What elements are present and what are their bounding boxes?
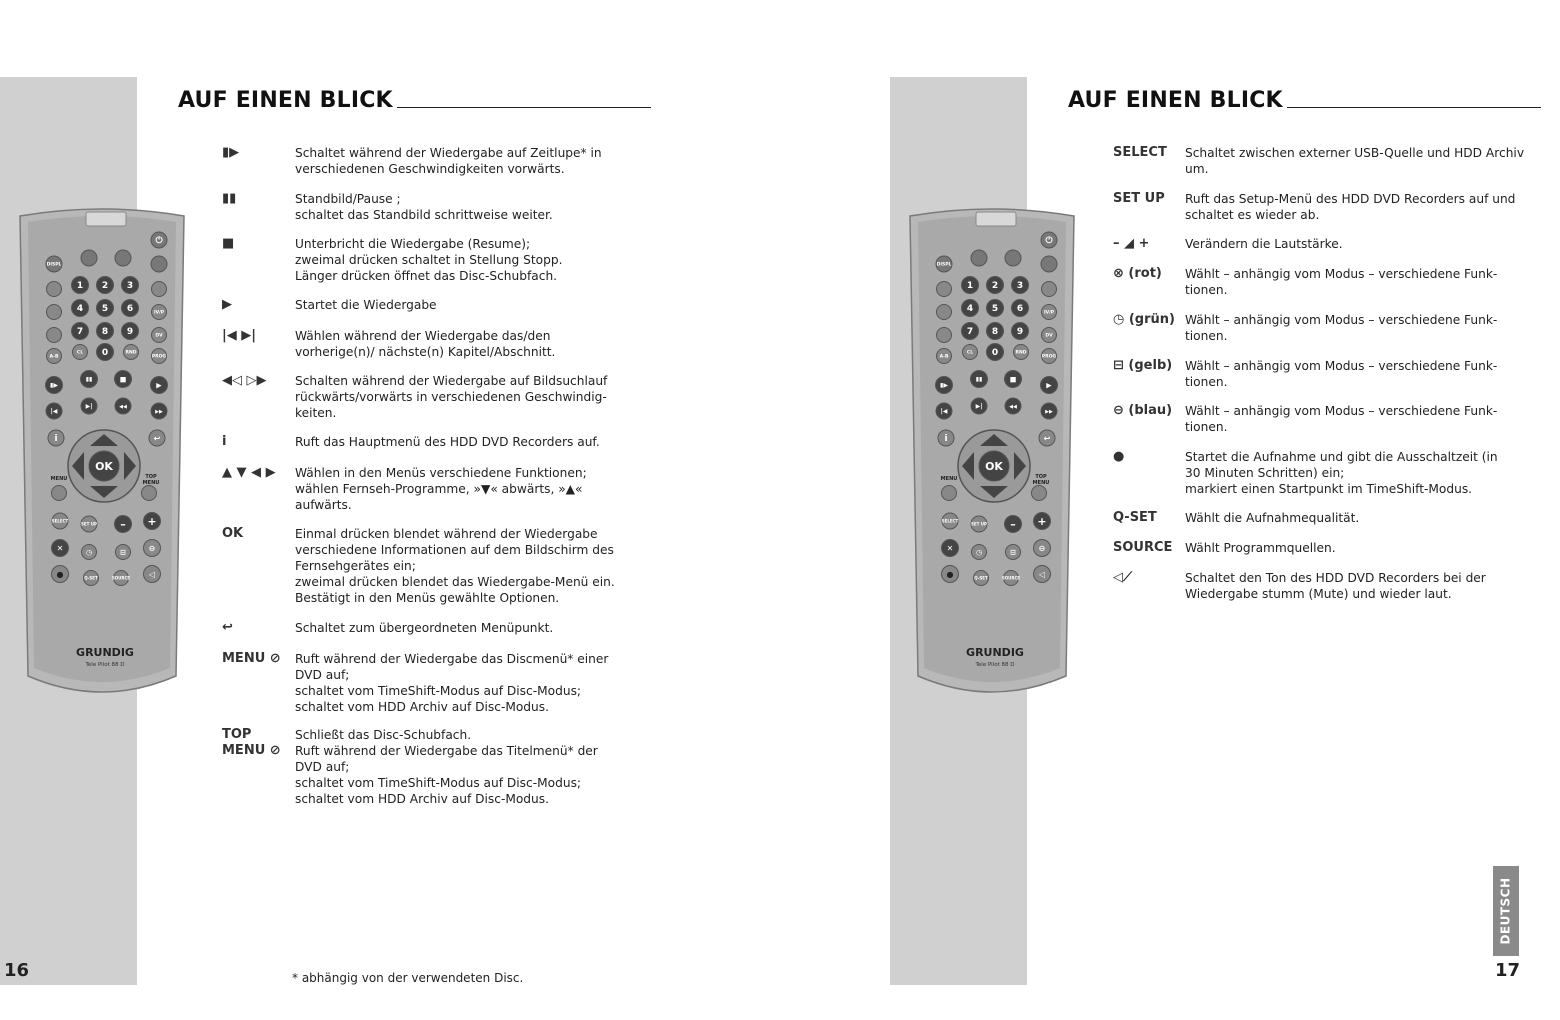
- function-description: [1185, 540, 1336, 556]
- remote-button-label: CL: [76, 350, 84, 356]
- function-description: [1185, 312, 1497, 344]
- footnote: * abhängig von der verwendeten Disc.: [292, 971, 524, 985]
- function-key-label: SELECT: [1113, 145, 1167, 160]
- description-line: Länger drücken öffnet das Disc-Schubfach.: [295, 269, 558, 283]
- remote-button-label: 3: [1016, 281, 1024, 292]
- remote-button-label: OK: [95, 459, 113, 473]
- remote-button-label: PROG: [151, 354, 167, 360]
- description-line: Schaltet den Ton des HDD DVD Recorders bei der: [1185, 571, 1486, 585]
- page-number-right: 17: [1495, 960, 1521, 981]
- description-line: Verändern die Lautstärke.: [1185, 237, 1343, 251]
- remote-button: [1032, 486, 1047, 501]
- description-line: Standbild/Pause ;: [295, 192, 401, 206]
- remote-button: [937, 282, 952, 297]
- function-key-label: MENU ⊘: [222, 743, 281, 758]
- description-line: um.: [1185, 162, 1209, 176]
- description-line: Ruft das Hauptmenü des HDD DVD Recorders auf.: [295, 435, 600, 449]
- function-description: [295, 465, 587, 513]
- function-row: [222, 434, 600, 450]
- description-line: rückwärts/vorwärts in verschiedenen Geschwindig-: [295, 390, 607, 404]
- description-line: schaltet vom TimeShift-Modus auf Disc-Modus;: [295, 776, 582, 790]
- remote-button: [1042, 282, 1057, 297]
- description-line: Wählen in den Menüs verschiedene Funktionen;: [295, 466, 587, 480]
- page-heading-right: AUF EINEN BLICK: [1068, 88, 1541, 113]
- remote-button-label: 8: [101, 327, 109, 338]
- remote-button-label: DISPL: [46, 262, 62, 268]
- function-key-label: SET UP: [1113, 191, 1165, 206]
- remote-button-label: 8: [991, 327, 999, 338]
- remote-button-label: ⏻: [1045, 236, 1053, 247]
- remote-button: [152, 282, 167, 297]
- remote-button-label: SOURCE: [111, 575, 131, 581]
- description-line: Wählt Programmquellen.: [1185, 541, 1336, 555]
- function-row: [222, 145, 602, 177]
- description-line: tionen.: [1185, 283, 1228, 297]
- remote-button-label: PROG: [1041, 354, 1057, 360]
- function-row: [222, 373, 607, 421]
- remote-button-label: ■: [1009, 375, 1017, 384]
- remote-button: [47, 328, 62, 343]
- remote-button-label: ✕: [946, 543, 954, 553]
- function-key-label: – ◢ +: [1113, 236, 1150, 251]
- function-row: [222, 328, 555, 360]
- function-description: [1185, 358, 1497, 390]
- description-line: Einmal drücken blendet während der Wiedergabe: [295, 527, 598, 541]
- model-name: Tele Pilot 88 D: [85, 662, 125, 668]
- function-key-label: ▮▮: [222, 191, 237, 206]
- function-row: [1113, 236, 1343, 252]
- remote-button-label: ⊖: [1038, 543, 1046, 553]
- function-description: [295, 373, 607, 421]
- remote-button-label: SET UP: [971, 521, 987, 527]
- function-row: [222, 236, 562, 284]
- remote-button-label: |◀: [50, 408, 58, 416]
- function-key-label: ●: [1113, 449, 1125, 464]
- remote-button-label: Q-SET: [84, 575, 98, 581]
- function-description: [295, 743, 598, 807]
- remote-button: [81, 250, 97, 266]
- description-line: Unterbricht die Wiedergabe (Resume);: [295, 237, 531, 251]
- function-row: [1113, 570, 1486, 602]
- function-key-label: ■: [222, 236, 235, 251]
- description-line: Schaltet zum übergeordneten Menüpunkt.: [295, 621, 554, 635]
- description-line: Schließt das Disc-Schubfach.: [295, 728, 472, 742]
- description-line: DVD auf;: [295, 668, 350, 682]
- remote-button-label: ⊟: [120, 548, 126, 557]
- remote-button-label: ●: [946, 569, 954, 579]
- remote-button-label: CL: [966, 350, 974, 356]
- remote-button: [1041, 256, 1057, 272]
- description-line: keiten.: [295, 406, 337, 420]
- remote-button-label: 7: [966, 327, 974, 338]
- menu-label: MENU: [940, 476, 958, 482]
- remote-button-label: –: [1010, 517, 1016, 531]
- function-key-label: ⊖ (blau): [1113, 403, 1173, 418]
- remote-button: [942, 486, 957, 501]
- remote-button-label: ⊟: [1010, 548, 1016, 557]
- function-key-label: SOURCE: [1113, 540, 1173, 555]
- remote-button-label: ▮▶: [50, 382, 58, 390]
- function-description: [1185, 570, 1486, 602]
- menu-label: MENU: [50, 476, 68, 482]
- remote-button-label: SELECT: [51, 518, 69, 524]
- remote-button-label: +: [1037, 514, 1047, 528]
- function-key-label: ↩: [222, 620, 233, 635]
- language-tab: DEUTSCH: [1493, 866, 1519, 956]
- description-line: Schaltet während der Wiedergabe auf Zeitlupe* in: [295, 146, 602, 160]
- description-line: DVD auf;: [295, 760, 350, 774]
- function-row: [1113, 191, 1515, 223]
- remote-button-label: ▶: [156, 381, 162, 390]
- function-description: [1185, 449, 1498, 497]
- description-line: Wählt – anhängig vom Modus – verschiedene Funk-: [1185, 313, 1498, 327]
- remote-button-label: +: [147, 514, 157, 528]
- remote-button-label: 4: [966, 304, 974, 315]
- function-row: [1113, 510, 1359, 526]
- function-key-label: ▶: [222, 297, 232, 312]
- function-row: [222, 297, 437, 313]
- description-line: verschiedene Informationen auf dem Bildschirm des: [295, 543, 614, 557]
- description-line: Ruft während der Wiedergabe das Titelmenü* der: [295, 744, 598, 758]
- description-line: wählen Fernseh-Programme, »▼« abwärts, »▲«: [295, 482, 583, 496]
- remote-button-label: ◷: [85, 548, 93, 557]
- function-description: [295, 727, 471, 743]
- function-description: [295, 526, 615, 606]
- remote-button-label: SOURCE: [1001, 575, 1021, 581]
- function-description: [295, 236, 562, 284]
- remote-button-label: 2: [991, 281, 999, 292]
- function-description: [1185, 145, 1524, 177]
- remote-button-label: ◷: [975, 548, 983, 557]
- remote-button-label: ▮▮: [85, 376, 93, 384]
- remote-button-label: 0: [101, 348, 109, 359]
- function-key-label: ⊟ (gelb): [1113, 358, 1173, 373]
- remote-button: [47, 305, 62, 320]
- function-row: [222, 526, 615, 606]
- remote-button-label: ⏻: [155, 236, 163, 247]
- function-row: [222, 743, 598, 807]
- remote-control-image: [14, 208, 190, 698]
- function-row: [222, 651, 608, 715]
- description-line: 30 Minuten Schritten) ein;: [1185, 466, 1345, 480]
- remote-button-label: DV: [1045, 333, 1053, 339]
- remote-button-label: ▶|: [85, 403, 93, 411]
- function-key-label: ◁⟋: [1113, 570, 1133, 585]
- function-description: [1185, 403, 1497, 435]
- description-line: schaltet vom HDD Archiv auf Disc-Modus.: [295, 792, 549, 806]
- function-description: [1185, 191, 1515, 223]
- remote-button-label: ▮▮: [975, 376, 983, 384]
- description-line: Ruft das Setup-Menü des HDD DVD Recorders auf und: [1185, 192, 1516, 206]
- description-line: Ruft während der Wiedergabe das Discmenü* einer: [295, 652, 609, 666]
- remote-button-label: |◀: [940, 408, 948, 416]
- remote-button-label: IV/P: [1043, 310, 1055, 316]
- description-line: markiert einen Startpunkt im TimeShift-Modus.: [1185, 482, 1473, 496]
- page-number-left: 16: [4, 960, 30, 981]
- function-key-label: ◀◁ ▷▶: [222, 373, 267, 388]
- function-row: [222, 620, 553, 636]
- description-line: zweimal drücken blendet das Wiedergabe-Menü ein.: [295, 575, 615, 589]
- function-description: [1185, 236, 1343, 252]
- function-key-label: OK: [222, 526, 244, 541]
- remote-button-label: DV: [155, 333, 163, 339]
- remote-button-label: Q-SET: [974, 575, 988, 581]
- remote-button: [971, 250, 987, 266]
- function-key-label: ▲ ▼ ◀ ▶: [222, 465, 276, 480]
- description-line: schaltet das Standbild schrittweise weiter.: [295, 208, 553, 222]
- remote-button-label: ◀◀: [1009, 403, 1017, 410]
- remote-button-label: RND: [1015, 350, 1027, 356]
- remote-button-label: ▮▶: [940, 382, 948, 390]
- top-menu-label: MENU: [1032, 480, 1050, 486]
- remote-button-label: 9: [126, 327, 134, 338]
- function-list-right: [1113, 145, 1525, 615]
- description-line: Bestätigt in den Menüs gewählte Optionen.: [295, 591, 560, 605]
- remote-button-label: ■: [119, 375, 127, 384]
- function-description: [1185, 510, 1359, 526]
- function-key-label: TOP: [222, 727, 252, 742]
- ir-window: [86, 212, 126, 226]
- function-key-label: |◀ ▶|: [222, 328, 257, 343]
- description-line: Wählt – anhängig vom Modus – verschiedene Funk-: [1185, 267, 1498, 281]
- function-description: [295, 328, 555, 360]
- description-line: Startet die Aufnahme und gibt die Ausschaltzeit (in: [1185, 450, 1498, 464]
- top-menu-label: MENU: [142, 480, 160, 486]
- function-row: [1113, 403, 1497, 435]
- description-line: tionen.: [1185, 420, 1228, 434]
- description-line: verschiedenen Geschwindigkeiten vorwärts.: [295, 162, 565, 176]
- remote-button: [52, 486, 67, 501]
- description-line: tionen.: [1185, 375, 1228, 389]
- description-line: Wählt – anhängig vom Modus – verschiedene Funk-: [1185, 359, 1498, 373]
- remote-control-image: [904, 208, 1080, 698]
- description-line: Wählt – anhängig vom Modus – verschiedene Funk-: [1185, 404, 1498, 418]
- description-line: Wählt die Aufnahmequalität.: [1185, 511, 1360, 525]
- remote-button-label: 7: [76, 327, 84, 338]
- function-key-label: ▮▶: [222, 145, 240, 160]
- function-description: [295, 434, 600, 450]
- function-key-label: i: [222, 434, 227, 449]
- function-row: [1113, 145, 1524, 177]
- function-description: [295, 145, 602, 177]
- remote-button-label: IV/P: [153, 310, 165, 316]
- remote-button-label: 0: [991, 348, 999, 359]
- description-line: aufwärts.: [295, 498, 352, 512]
- function-description: [1185, 266, 1497, 298]
- function-description: [295, 651, 608, 715]
- remote-button-label: A-B: [939, 354, 949, 360]
- remote-button: [115, 250, 131, 266]
- remote-button: [1005, 250, 1021, 266]
- remote-button-label: –: [120, 517, 126, 531]
- page-heading-left: AUF EINEN BLICK: [178, 88, 651, 113]
- ir-window: [976, 212, 1016, 226]
- function-description: [295, 191, 553, 223]
- description-line: zweimal drücken schaltet in Stellung Stopp.: [295, 253, 563, 267]
- remote-button-label: 2: [101, 281, 109, 292]
- function-row: [1113, 449, 1498, 497]
- remote-button-label: ↩: [153, 433, 161, 443]
- function-list-left: [222, 145, 615, 825]
- remote-button-label: ◀◀: [119, 403, 127, 410]
- remote-button-label: 1: [966, 281, 974, 292]
- description-line: Startet die Wiedergabe: [295, 298, 437, 312]
- remote-button-label: OK: [985, 459, 1003, 473]
- description-line: Schaltet zwischen externer USB-Quelle und HDD Archiv: [1185, 146, 1525, 160]
- remote-button-label: 1: [76, 281, 84, 292]
- remote-button-label: ▶: [1046, 381, 1052, 390]
- remote-button-label: 3: [126, 281, 134, 292]
- remote-button-label: ●: [56, 569, 64, 579]
- function-description: [295, 297, 437, 313]
- remote-button-label: ▶|: [975, 403, 983, 411]
- function-row: [1113, 358, 1497, 390]
- top-menu-label: TOP: [1035, 474, 1047, 480]
- function-row: [1113, 540, 1336, 556]
- description-line: tionen.: [1185, 329, 1228, 343]
- remote-button-label: ▶▶: [155, 408, 163, 415]
- description-line: Wählen während der Wiedergabe das/den: [295, 329, 551, 343]
- description-line: Schalten während der Wiedergabe auf Bildsuchlauf: [295, 374, 608, 388]
- function-row: [222, 727, 471, 743]
- remote-button-label: SET UP: [81, 521, 97, 527]
- top-menu-label: TOP: [145, 474, 157, 480]
- function-key-label: ⊗ (rot): [1113, 266, 1162, 281]
- remote-button-label: ◁: [148, 569, 156, 579]
- function-key-label: Q-SET: [1113, 510, 1157, 525]
- remote-button: [151, 256, 167, 272]
- function-description: [295, 620, 553, 636]
- remote-button: [937, 305, 952, 320]
- remote-button: [47, 282, 62, 297]
- function-row: [1113, 266, 1497, 298]
- brand-logo: GRUNDIG: [76, 646, 134, 659]
- remote-button-label: ◁: [1038, 569, 1046, 579]
- function-key-label: ◷ (grün): [1113, 312, 1175, 327]
- description-line: Wiedergabe stumm (Mute) und wieder laut.: [1185, 587, 1452, 601]
- remote-button: [142, 486, 157, 501]
- remote-button-label: RND: [125, 350, 137, 356]
- remote-button-label: 6: [1016, 304, 1024, 315]
- remote-button-label: i: [54, 434, 58, 445]
- remote-button-label: 4: [76, 304, 84, 315]
- description-line: Fernsehgerätes ein;: [295, 559, 416, 573]
- function-key-label: MENU ⊘: [222, 651, 281, 666]
- function-row: [1113, 312, 1497, 344]
- remote-button-label: 5: [101, 304, 109, 315]
- function-row: [222, 191, 553, 223]
- function-row: [222, 465, 587, 513]
- description-line: schaltet es wieder ab.: [1185, 208, 1320, 222]
- description-line: schaltet vom TimeShift-Modus auf Disc-Modus;: [295, 684, 582, 698]
- brand-logo: GRUNDIG: [966, 646, 1024, 659]
- remote-button-label: ✕: [56, 543, 64, 553]
- remote-button-label: A-B: [49, 354, 59, 360]
- remote-button-label: 9: [1016, 327, 1024, 338]
- remote-button-label: ⊖: [148, 543, 156, 553]
- remote-button-label: ▶▶: [1045, 408, 1053, 415]
- description-line: schaltet vom HDD Archiv auf Disc-Modus.: [295, 700, 549, 714]
- model-name: Tele Pilot 88 D: [975, 662, 1015, 668]
- remote-button: [937, 328, 952, 343]
- description-line: vorherige(n)/ nächste(n) Kapitel/Abschnitt.: [295, 345, 556, 359]
- remote-button-label: DISPL: [936, 262, 952, 268]
- remote-button-label: ↩: [1043, 433, 1051, 443]
- remote-button-label: 5: [991, 304, 999, 315]
- remote-button-label: SELECT: [941, 518, 959, 524]
- remote-button-label: i: [944, 434, 948, 445]
- remote-button-label: 6: [126, 304, 134, 315]
